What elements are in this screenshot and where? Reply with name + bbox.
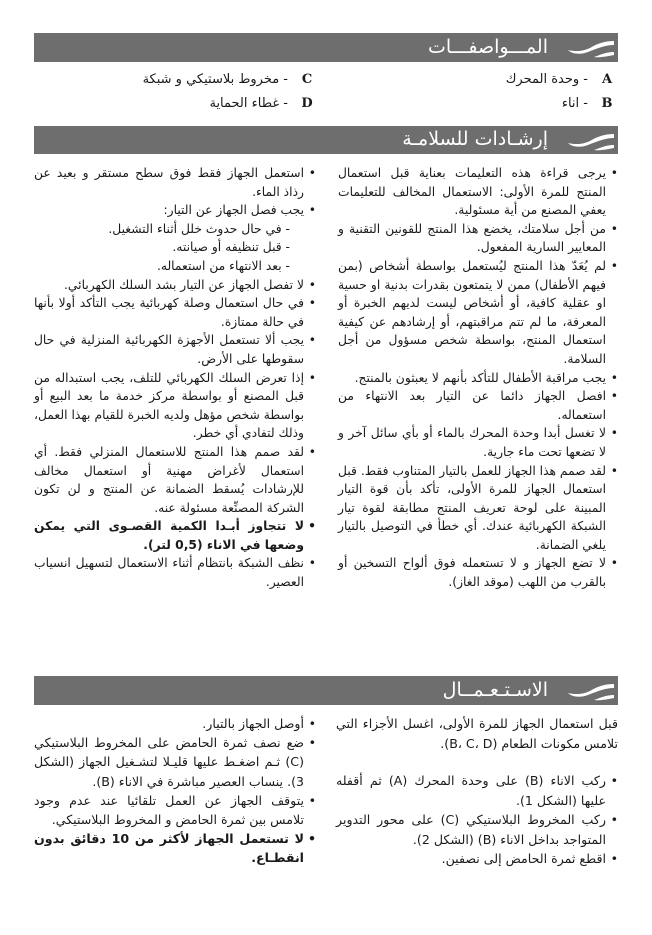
usage-step: • أوصل الجهاز بالتيار. bbox=[34, 714, 316, 733]
spec-label: - غطاء الحماية bbox=[209, 96, 288, 111]
safety-item: • استعمل الجهاز فقط فوق سطح مستقر و بعيد عن رذاذ الماء. bbox=[34, 164, 316, 201]
section-title-usage: الاسـتـعـمــال bbox=[442, 679, 548, 701]
safety-item: • لم يُعَدّ هذا المنتج ليُستعمل بواسطة أشخاص (بمن فيهم الأطفال) ممن لا يتمتعون بقدرات بدنية او حسية او عقلية كافية، أو أشخاص ليست لديهم الخبرة أو المعرفة، ما لم تتم مراقبتهم، أو إرشادهم عن كيفية استعمال المنتج، بواسطة شخص مسؤول من أجل السلامة. bbox=[338, 257, 618, 369]
spec-letter: B bbox=[601, 96, 613, 111]
safety-item-warning: • لا تتجاوز أبـدا الكمية القصـوى التي يمكن وضعها في الاناء (0,5 لتر). bbox=[34, 517, 316, 554]
safety-item: • نظف الشبكة بانتظام أثناء الاستعمال لتسهيل انسياب العصير. bbox=[34, 554, 316, 591]
section-title-safety: إرشـادات للسلامـة bbox=[402, 128, 548, 150]
safety-item: • لا تفصل الجهاز عن التيار بشد السلك الكهربائي. bbox=[34, 276, 316, 295]
safety-item: • يجب ألا تستعمل الأجهزة الكهربائية المنزلية في حال سقوطها على الأرض. bbox=[34, 331, 316, 368]
spec-label: - اناء bbox=[561, 96, 588, 111]
safety-item: • لقد صمم هذا الجهاز للعمل بالتيار المتناوب فقط. قبل استعمال الجهاز للمرة الأولى، تأكد بأن قوة التيار المبينة على لوحة تعريف المنتج مطابقة لقوة تيار الشبكة الكهربائية عندك. أي خطأ في التوصيل بالتيار يلغي الضمانة. bbox=[338, 462, 618, 555]
specs-list-right bbox=[418, 68, 618, 116]
spec-label: - وحدة المحرك bbox=[505, 72, 588, 87]
safety-item: • لا تغسل أبدا وحدة المحرك بالماء أو بأي سائل آخر و لا تضعها تحت ماء جارية. bbox=[338, 424, 618, 461]
safety-subitem: - في حال حدوث خلل أثناء التشغيل. bbox=[108, 221, 290, 236]
safety-item: • لقد صمم هذا المنتج للاستعمال المنزلي فقط. أي استعمال لأغراض مهنية أو استعمال مخالف للإرشادات يُسقط الضمانة عن المنتج و لن تكون الشركة المصنِّعة مسئولة عنه. bbox=[34, 443, 316, 517]
safety-column-left bbox=[34, 164, 316, 592]
arrow-icon bbox=[560, 126, 616, 154]
specs-list-left bbox=[98, 68, 318, 116]
usage-column-right bbox=[336, 714, 618, 869]
section-header-safety bbox=[34, 126, 618, 154]
section-header-specs bbox=[34, 33, 618, 62]
safety-item: • افصل الجهاز دائما عن التيار بعد الانتهاء من استعماله. bbox=[338, 387, 618, 424]
spec-label: - مخروط بلاستيكي و شبكة bbox=[142, 72, 288, 87]
usage-step: • اقطع ثمرة الحامض إلى نصفين. bbox=[336, 849, 618, 869]
arrow-icon bbox=[560, 676, 616, 705]
arrow-icon bbox=[560, 33, 616, 62]
usage-step: • ركب المخروط البلاستيكي (C) على محور التدوير المتواجد بداخل الاناء (B) (الشكل 2). bbox=[336, 810, 618, 849]
safety-item: • إذا تعرض السلك الكهربائي للتلف، يجب استبداله من قبل المصنع أو بواسطة مركز خدمة ما بعد البيع أو بواسطة شخص مؤهل ولديه الخبرة للقيام بهذا العمل، وذلك لتفادي أي خطر. bbox=[34, 369, 316, 443]
spec-item-d bbox=[98, 92, 318, 116]
spec-letter: D bbox=[301, 96, 313, 111]
spec-item-a bbox=[418, 68, 618, 92]
safety-column-right bbox=[338, 164, 618, 592]
safety-item: • يجب فصل الجهاز عن التيار: bbox=[34, 201, 316, 220]
safety-subitem: - قبل تنظيفه أو صيانته. bbox=[172, 240, 290, 255]
safety-item: • من أجل سلامتك، يخضع هذا المنتج للقونين التقنية و المعايير السارية المفعول. bbox=[338, 220, 618, 257]
section-header-usage bbox=[34, 676, 618, 705]
spec-item-b bbox=[418, 92, 618, 116]
safety-item: • في حال استعمال وصلة كهربائية يجب التأكد أولا بأنها في حالة ممتازة. bbox=[34, 294, 316, 331]
usage-step: • ضع نصف ثمرة الحامض على المخروط البلاستيكي (C) ثـم اضغـط عليها قليـلا لتشـغيل الجهاز (الشكل 3). ينساب العصير مباشرة في الاناء (B). bbox=[34, 733, 316, 791]
safety-item: • يجب مراقبة الأطفال للتأكد بأنهم لا يعبثون بالمنتج. bbox=[338, 369, 618, 388]
spec-letter: A bbox=[601, 72, 613, 87]
usage-intro: قبل استعمال الجهاز للمرة الأولى، اغسل الأجزاء التي تلامس مكونات الطعام (B، C، D). bbox=[336, 716, 618, 751]
usage-step: • ركب الاناء (B) على وحدة المحرك (A) ثم أقفله عليها (الشكل 1). bbox=[336, 771, 618, 810]
section-title-specs: المـــواصفـــات bbox=[428, 36, 548, 58]
usage-step: • يتوقف الجهاز عن العمل تلقائيا عند عدم وجود تلامس بين ثمرة الحامض و المخروط البلاستيكي. bbox=[34, 791, 316, 829]
safety-subitem: - بعد الانتهاء من استعماله. bbox=[156, 258, 290, 273]
spec-item-c bbox=[98, 68, 318, 92]
usage-warning: • لا تستعمل الجهاز لأكثر من 10 دقائق بدون انقطـاع. bbox=[34, 829, 316, 867]
spec-letter: C bbox=[301, 72, 313, 87]
safety-item: • لا تضع الجهاز و لا تستعمله فوق ألواح التسخين أو بالقرب من اللهب (موقد الغاز). bbox=[338, 554, 618, 591]
usage-column-left bbox=[34, 714, 316, 868]
safety-item: • يرجى قراءة هذه التعليمات بعناية قبل استعمال المنتج للمرة الأولى: الاستعمال المخالف للتعليمات يعفي المصنع من أية مسئولية. bbox=[338, 164, 618, 220]
